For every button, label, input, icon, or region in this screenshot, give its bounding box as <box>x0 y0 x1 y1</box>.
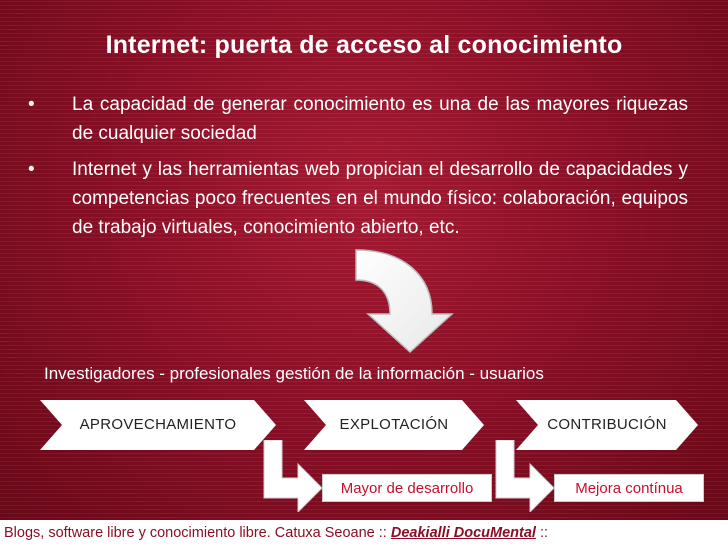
bullet-dot-icon: • <box>28 94 35 115</box>
outcome-box-desarrollo: Mayor de desarrollo <box>322 474 492 502</box>
stage-label: EXPLOTACIÓN <box>339 416 449 433</box>
curved-down-arrow-icon <box>352 246 470 359</box>
footer-suffix: :: <box>539 525 549 541</box>
footer <box>0 520 728 546</box>
stage-aprovechamiento <box>40 400 276 450</box>
slide-title: Internet: puerta de acceso al conocimiento <box>105 31 623 59</box>
bullet-text: Internet y las herramientas web propician el desarrollo de capacidades y competencias poco frecuentes en el mundo físico: colaboración, equipos de trabajo virtuales, conocimiento abierto, etc. <box>72 159 688 238</box>
stage-label: CONTRIBUCIÓN <box>547 416 667 433</box>
footer-brand-link[interactable]: Deakialli DocuMental <box>390 525 536 541</box>
footer-text: Blogs, software libre y conocimiento libre. Catuxa Seoane :: <box>4 525 387 541</box>
bullet-item <box>28 90 688 148</box>
bullet-text: La capacidad de generar conocimiento es una de las mayores riquezas de cualquier sociedad <box>72 94 688 144</box>
bullet-dot-icon: • <box>28 159 35 180</box>
roles-label: Investigadores - profesionales gestión de la información - usuarios <box>44 364 544 383</box>
bullet-item <box>28 155 688 242</box>
bent-arrow-icon <box>262 440 324 517</box>
outcome-box-mejora: Mejora contínua <box>554 474 704 502</box>
stage-explotacion <box>304 400 484 450</box>
bent-arrow-icon <box>494 440 556 517</box>
stage-label: APROVECHAMIENTO <box>79 416 237 433</box>
